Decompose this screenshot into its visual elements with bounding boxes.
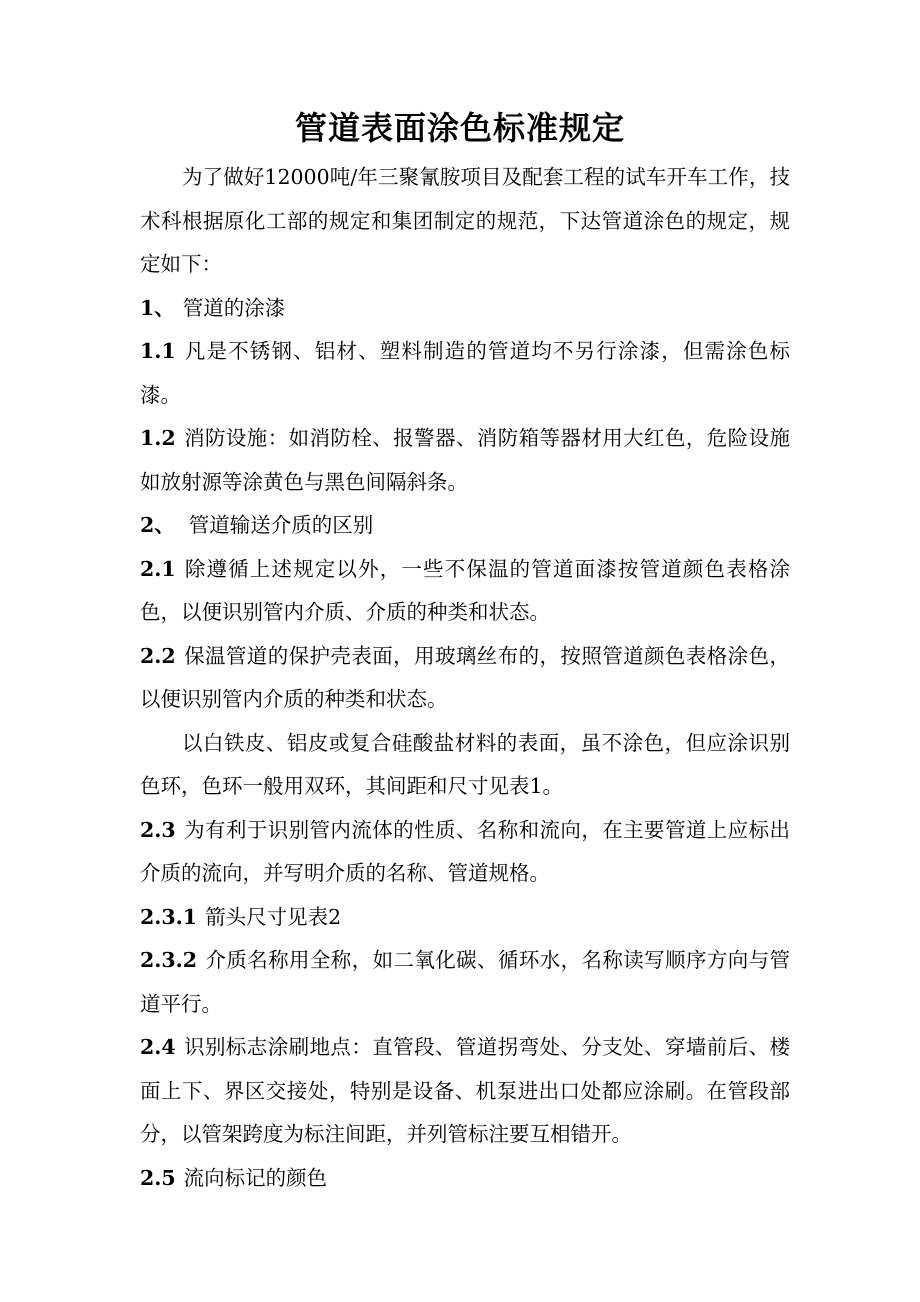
section-text: 除遵循上述规定以外，一些不保温的管道面漆按管道颜色表格涂色，以便识别管内介质、介质的种类和状态。 bbox=[140, 556, 790, 624]
section-2-3 bbox=[140, 809, 790, 896]
section-1 bbox=[140, 287, 790, 331]
section-2-1 bbox=[140, 548, 790, 635]
section-2-3-1 bbox=[140, 896, 790, 940]
section-number: 2.4 bbox=[140, 1035, 176, 1059]
section-number: 2.3.2 bbox=[140, 948, 198, 972]
section-text: 保温管道的保护壳表面，用玻璃丝布的，按照管道颜色表格涂色，以便识别管内介质的种类和状态。 bbox=[140, 643, 790, 711]
section-1-1 bbox=[140, 330, 790, 417]
section-number: 2.3.1 bbox=[140, 904, 198, 929]
section-2-4 bbox=[140, 1026, 790, 1157]
section-text: 识别标志涂刷地点：直管段、管道拐弯处、分支处、穿墙前后、楼面上下、界区交接处，特别是设备、机泵进出口处都应涂刷。在管段部分，以管架跨度为标注间距，并列管标注要互相错开。 bbox=[140, 1035, 790, 1146]
section-2-2 bbox=[140, 635, 790, 722]
section-text: 管道输送介质的区别 bbox=[188, 513, 374, 537]
section-2-2-note bbox=[140, 722, 790, 809]
section-number: 1、 bbox=[140, 295, 175, 320]
section-number: 1.2 bbox=[140, 426, 176, 450]
section-1-2 bbox=[140, 417, 790, 504]
section-text: 凡是不锈钢、铝材、塑料制造的管道均不另行涂漆，但需涂色标漆。 bbox=[140, 339, 790, 407]
section-text: 以白铁皮、铝皮或复合硅酸盐材料的表面，虽不涂色，但应涂识别色环，色环一般用双环，其间距和尺寸见表1。 bbox=[140, 730, 790, 798]
section-number: 1.1 bbox=[140, 339, 176, 363]
section-text: 管道的涂漆 bbox=[182, 295, 286, 320]
section-text: 箭头尺寸见表2 bbox=[205, 904, 342, 929]
document-body bbox=[140, 156, 790, 1200]
section-text: 为有利于识别管内流体的性质、名称和流向，在主要管道上应标出介质的流向，并写明介质的名称、管道规格。 bbox=[140, 817, 790, 885]
section-text: 流向标记的颜色 bbox=[183, 1165, 328, 1190]
section-text: 消防设施：如消防栓、报警器、消防箱等器材用大红色，危险设施如放射源等涂黄色与黑色间隔斜条。 bbox=[140, 426, 790, 494]
section-number: 2.5 bbox=[140, 1165, 176, 1190]
section-number: 2.1 bbox=[140, 556, 176, 581]
section-number: 2.3 bbox=[140, 817, 176, 842]
section-2 bbox=[140, 504, 790, 548]
section-number: 2.2 bbox=[140, 643, 176, 668]
section-text: 介质名称用全称，如二氧化碳、循环水，名称读写顺序方向与管道平行。 bbox=[140, 948, 790, 1016]
section-2-5 bbox=[140, 1157, 790, 1201]
intro-paragraph: 为了做好12000吨/年三聚氰胺项目及配套工程的试车开车工作，技术科根据原化工部的规定和集团制定的规范，下达管道涂色的规定，规定如下： bbox=[140, 165, 790, 276]
document-title: 管道表面涂色标准规定 bbox=[294, 109, 625, 147]
section-2-3-2 bbox=[140, 939, 790, 1026]
section-number: 2、 bbox=[140, 513, 175, 537]
